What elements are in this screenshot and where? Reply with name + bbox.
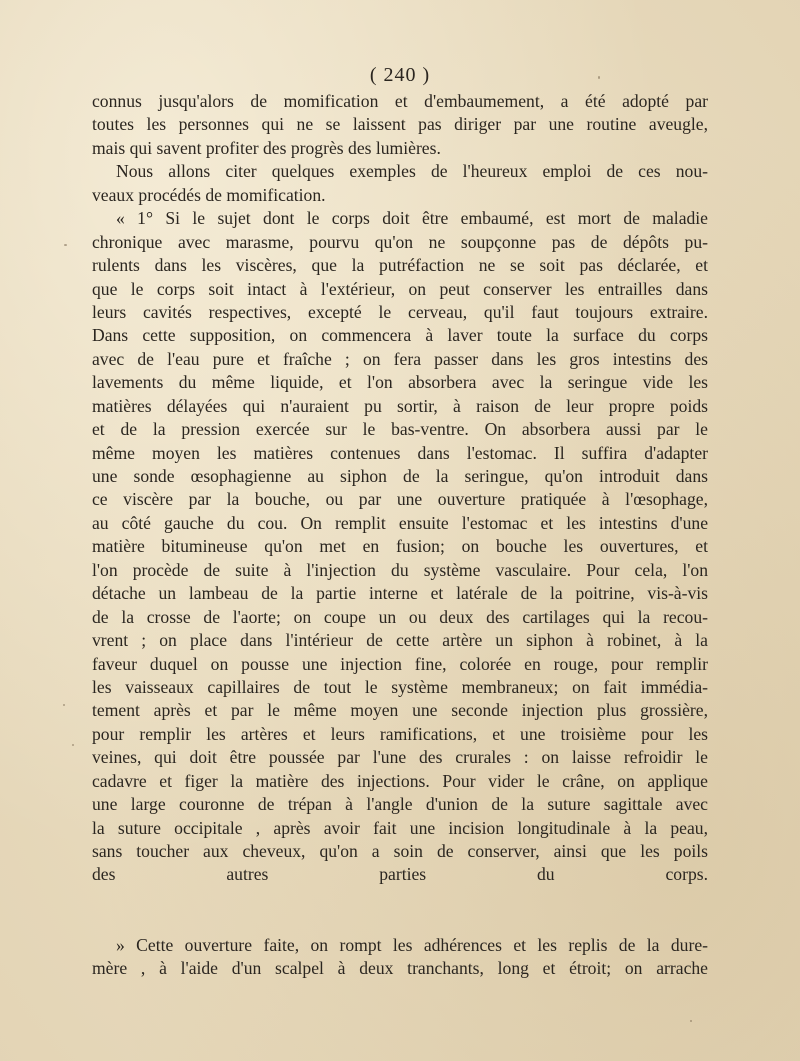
paper-speck [63,704,65,706]
body-text [92,90,708,981]
text-line: l'on procède de suite à l'injection du système vasculaire. Pour cela, l'on [92,559,708,580]
paper-speck [72,744,74,746]
text-line: une large couronne de trépan à l'angle d'union de la suture sagittale avec [92,794,708,815]
text-line: sans toucher aux cheveux, qu'on a soin de conserver, ainsi que les poils [92,841,708,861]
text-line [92,910,708,933]
text-line: pour remplir les artères et leurs ramifications, et une troisième pour les [92,723,708,744]
text-line: matières délayées qui n'auraient pu sortir, à raison de leur propre poids [92,395,708,416]
text-line: cadavre et figer la matière des injections. Pour vider le crâne, on applique [92,770,708,791]
text-line: même moyen les matières contenues dans l'estomac. Il suffira d'adapter [92,442,708,463]
text-line: connus jusqu'alors de momification et d'embaumement, a été adopté par [92,91,708,111]
text-line: veaux procédés de momification. [92,184,326,205]
text-line: faveur duquel on pousse une injection fine, colorée en rouge, pour remplir [92,653,708,674]
text-line: » Cette ouverture faite, on rompt les adhérences et les replis de la dure- [116,934,708,955]
text-line: rulents dans les viscères, que la putréfaction ne se soit pas déclarée, et [92,255,708,276]
text-line: mère , à l'aide d'un scalpel à deux tranchants, long et étroit; on arrache [92,958,708,979]
page-number: ( 240 ) [369,64,431,86]
text-line: toutes les personnes qui ne se laissent pas diriger par une routine aveugle, [92,114,708,135]
text-line: avec de l'eau pure et fraîche ; on fera passer dans les gros intestins des [92,348,708,369]
paper-speck [598,76,600,79]
text-line: détache un lambeau de la partie interne et latérale de la poitrine, vis-à-vis [92,583,708,604]
text-line: chronique avec marasme, pourvu qu'on ne soupçonne pas de dépôts pu- [92,231,708,252]
text-line: les vaisseaux capillaires de tout le système membraneux; on fait immédia- [92,676,708,697]
text-line: « 1° Si le sujet dont le corps doit être embaumé, est mort de maladie [116,208,708,229]
text-line: ce viscère par la bouche, ou par une ouverture pratiquée à l'œsophage, [92,489,708,510]
text-line: Dans cette supposition, on commencera à laver toute la surface du corps [92,325,708,346]
paper-speck [690,1020,692,1022]
text-line: de la crosse de l'aorte; on coupe un ou deux des cartilages qui la recou- [92,606,708,627]
text-line: veines, qui doit être poussée par l'une des crurales : on laisse refroidir le [92,747,708,768]
text-line [92,887,708,910]
text-line: des autres parties du corps. [92,864,708,885]
text-line: lavements du même liquide, et l'on absorbera avec la seringue vide les [92,372,708,393]
paper-speck [64,244,67,246]
text-line: matière bitumineuse qu'on met en fusion; on bouche les ouvertures, et [92,536,708,557]
text-line: la suture occipitale , après avoir fait une incision longitudinale à la peau, [92,817,708,838]
text-line: vrent ; on place dans l'intérieur de cette artère un siphon à robinet, à la [92,630,708,651]
text-line: une sonde œsophagienne au siphon de la seringue, qu'on introduit dans [92,466,708,486]
text-line: leurs cavités respectives, excepté le cerveau, qu'il faut toujours extraire. [92,301,708,322]
text-line: tement après et par le même moyen une seconde injection plus grossière, [92,700,708,721]
text-line: au côté gauche du cou. On remplit ensuite l'estomac et les intestins d'une [92,512,708,533]
text-line: mais qui savent profiter des progrès des lumières. [92,137,441,158]
text-line: Nous allons citer quelques exemples de l'heureux emploi de ces nou- [116,161,708,182]
text-line: que le corps soit intact à l'extérieur, on peut conserver les entrailles dans [92,278,708,299]
text-line: et de la pression exercée sur le bas-ventre. On absorbera aussi par le [92,419,708,440]
